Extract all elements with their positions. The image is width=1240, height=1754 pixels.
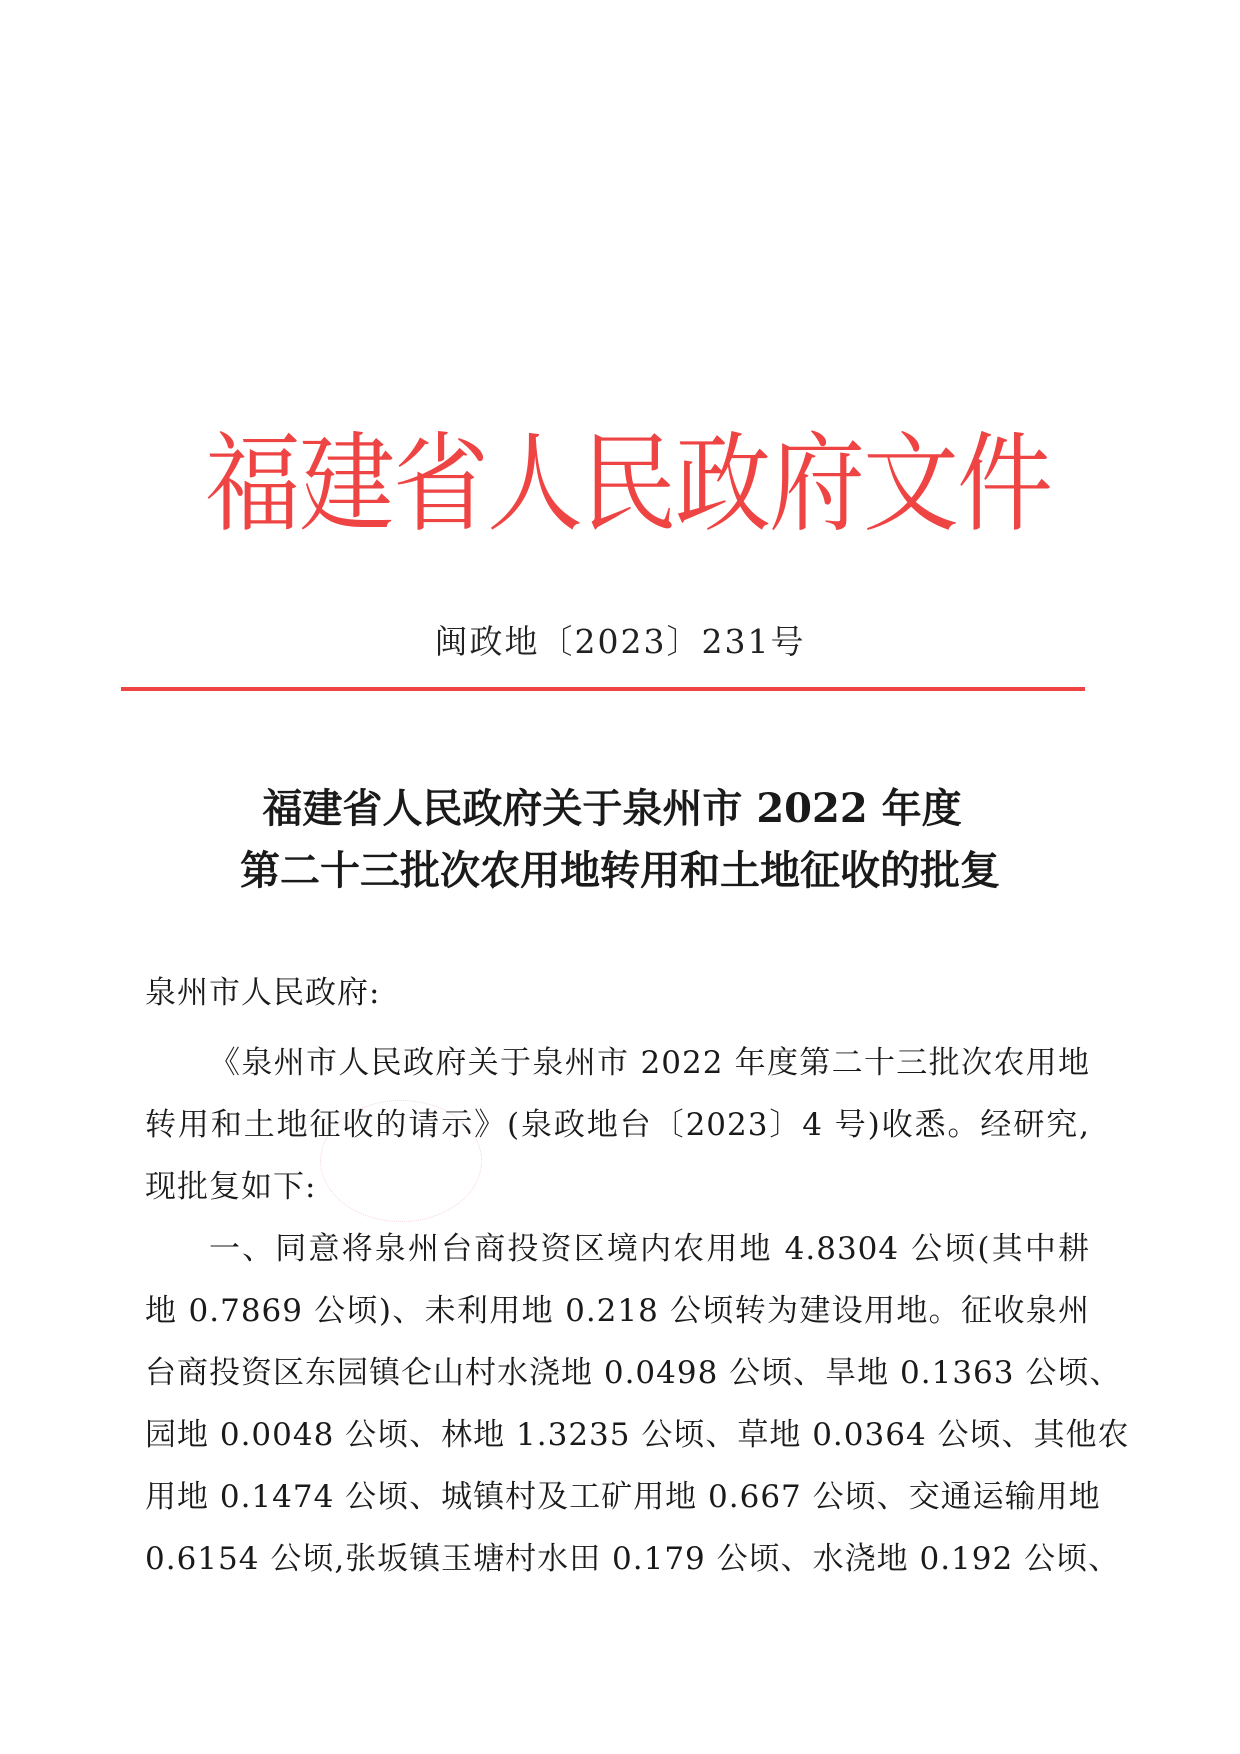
paragraph-line: 转用和土地征收的请示》(泉政地台〔2023〕4 号)收悉。经研究, (145, 1107, 1090, 1143)
paragraph-line: 现批复如下: (145, 1169, 317, 1205)
paragraph-2 (145, 1218, 1130, 1590)
red-divider-line (121, 687, 1085, 691)
document-heading-line-1: 福建省人民政府关于泉州市 2022 年度 (262, 785, 962, 832)
salutation (145, 962, 1090, 1024)
paragraph-line: 0.6154 公顷,张坂镇玉塘村水田 0.179 公顷、水浇地 0.192 公顷、 (145, 1541, 1121, 1577)
document-number: 闽政地〔2023〕231号 (434, 622, 806, 661)
paragraph-line: 《泉州市人民政府关于泉州市 2022 年度第二十三批次农用地 (209, 1045, 1090, 1081)
paragraph-line: 地 0.7869 公顷)、未利用地 0.218 公顷转为建设用地。征收泉州 (145, 1293, 1090, 1329)
paragraph-line: 一、同意将泉州台商投资区境内农用地 4.8304 公顷(其中耕 (209, 1231, 1090, 1267)
paragraph-line: 台商投资区东园镇仑山村水浇地 0.0498 公顷、旱地 0.1363 公顷、 (145, 1355, 1122, 1391)
paragraph-line: 园地 0.0048 公顷、林地 1.3235 公顷、草地 0.0364 公顷、其他农 (145, 1417, 1130, 1453)
salutation-text: 泉州市人民政府: (145, 975, 381, 1011)
document-heading-line-2: 第二十三批次农用地转用和土地征收的批复 (240, 847, 1000, 894)
paragraph-1 (145, 1032, 1090, 1218)
paragraph-line: 用地 0.1474 公顷、城镇村及工矿用地 0.667 公顷、交通运输用地 (145, 1479, 1101, 1515)
masthead-title: 福建省人民政府文件 (205, 421, 1051, 547)
